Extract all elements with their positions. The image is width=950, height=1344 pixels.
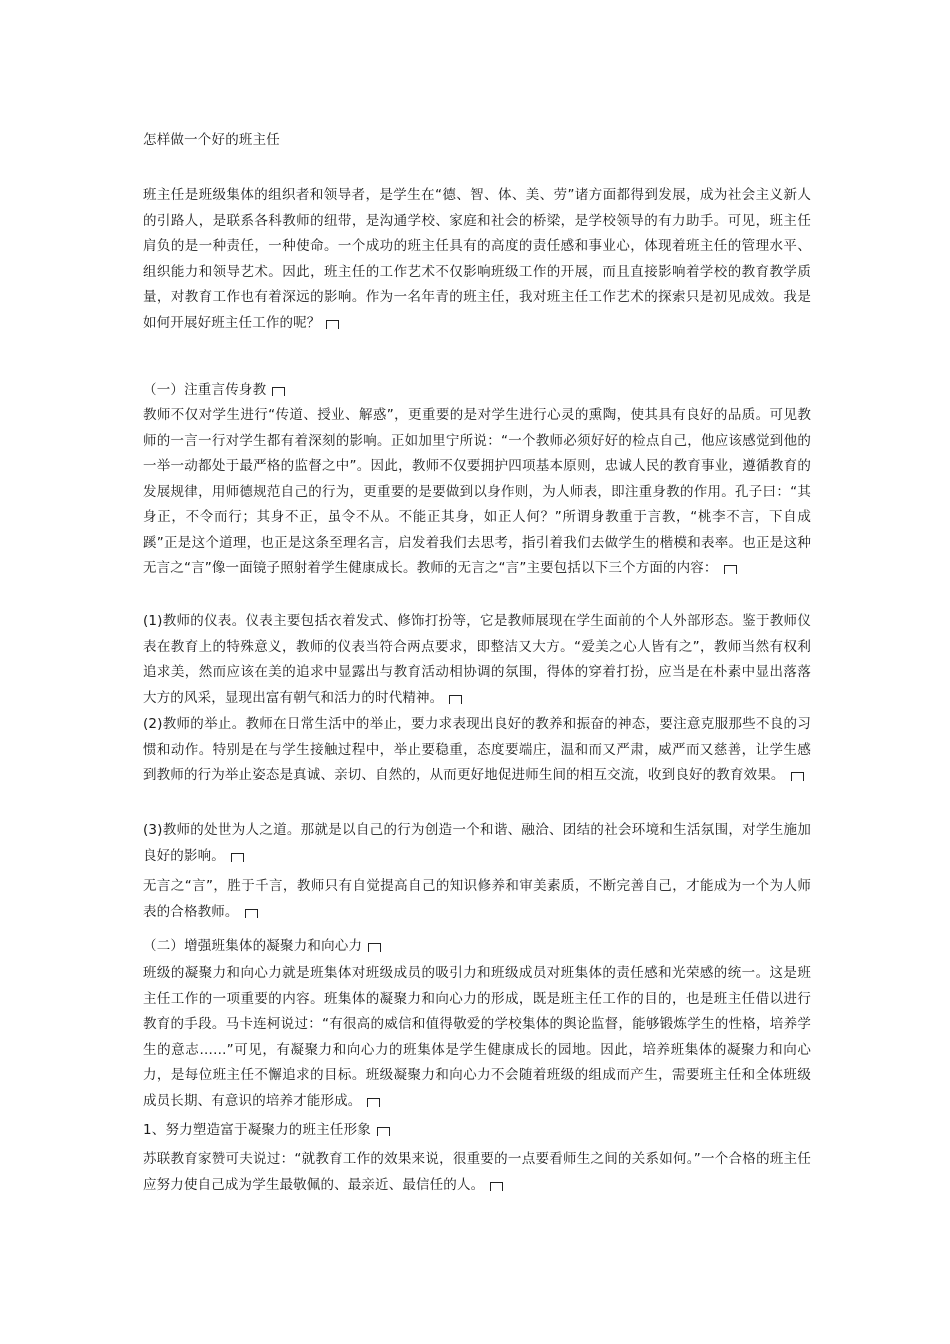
subsection1-paragraph: 苏联教育家赞可夫说过：“就教育工作的效果来说，很重要的一点要看师生之间的关系如何。”一个合格的班主任应努力使自己成为学生最敬佩的、最亲近、最信任的人。: [143, 1151, 811, 1193]
item-3-paragraph: (3)教师的处世为人之道。那就是以自己的行为创造一个和谐、融洽、团结的社会环境和生活氛围，对学生施加良好的影响。: [143, 822, 811, 864]
paragraph-mark-icon: [231, 853, 244, 862]
paragraph-mark-icon: [449, 695, 462, 704]
intro-paragraph: 班主任是班级集体的组织者和领导者，是学生在“德、智、体、美、劳”诸方面都得到发展，成为社会主义新人的引路人，是联系各科教师的纽带，是沟通学校、家庭和社会的桥梁，是学校领导的有力助手。可见，班主任肩负的是一种责任，一种使命。一个成功的班主任具有的高度的责任感和事业心，体现着班主任的管理水平、组织能力和领导艺术。因此，班主任的工作艺术不仅影响班级工作的开展，而且直接影响着学校的教育教学质量，对教育工作也有着深远的影响。作为一名年青的班主任，我对班主任工作艺术的探索只是初见成效。我是如何开展好班主任工作的呢？: [143, 187, 811, 331]
section-heading-1: （一）注重言传身教: [143, 378, 285, 398]
paragraph-mark-icon: [245, 909, 258, 918]
subsection-heading-1: 1、努力塑造富于凝聚力的班主任形象: [143, 1118, 390, 1138]
section-heading-2: （二）增强班集体的凝聚力和向心力: [143, 934, 381, 954]
paragraph-mark-icon: [368, 943, 381, 952]
item-1-paragraph: (1)教师的仪表。仪表主要包括衣着发式、修饰打扮等，它是教师展现在学生面前的个人外部形态。鉴于教师仪表在教育上的特殊意义，教师的仪表当符合两点要求，即整洁又大方。“爱美之心人皆有之”，教师当然有权利追求美，然而应该在美的追求中显露出与教育活动相协调的氛围，得体的穿着打扮，应当是在朴素中显出落落大方的风采，显现出富有朝气和活力的时代精神。: [143, 613, 811, 706]
paragraph-mark-icon: [326, 320, 339, 329]
section2-paragraph: 班级的凝聚力和向心力就是班集体对班级成员的吸引力和班级成员对班集体的责任感和光荣感的统一。这是班主任工作的一项重要的内容。班集体的凝聚力和向心力的形成，既是班主任工作的目的，也是班主任借以进行教育的手段。马卡连柯说过：“有很高的威信和值得敬爱的学校集体的舆论监督，能够锻炼学生的性格，培养学生的意志……”可见，有凝聚力和向心力的班集体是学生健康成长的园地。因此，培养班集体的凝聚力和向心力，是每位班主任不懈追求的目标。班级凝聚力和向心力不会随着班级的组成而产生，需要班主任和全体班级成员长期、有意识的培养才能形成。: [143, 965, 811, 1109]
document-title: 怎样做一个好的班主任: [143, 132, 280, 148]
section1-summary-paragraph: 无言之“言”，胜于千言，教师只有自觉提高自己的知识修养和审美素质，不断完善自己，才能成为一个为人师表的合格教师。: [143, 878, 811, 920]
paragraph-mark-icon: [490, 1182, 503, 1191]
item-2-paragraph: (2)教师的举止。教师在日常生活中的举止，要力求表现出良好的教养和振奋的神态，要注意克服那些不良的习惯和动作。特别是在与学生接触过程中，举止要稳重，态度要端庄，温和而又严肃，威严而又慈善，让学生感到教师的行为举止姿态是真诚、亲切、自然的，从而更好地促进师生间的相互交流，收到良好的教育效果。: [143, 716, 811, 783]
paragraph-mark-icon: [367, 1098, 380, 1107]
paragraph-mark-icon: [377, 1127, 390, 1136]
paragraph-mark-icon: [791, 772, 804, 781]
section1-paragraph: 教师不仅对学生进行“传道、授业、解惑”，更重要的是对学生进行心灵的熏陶，使其具有良好的品质。可见教师的一言一行对学生都有着深刻的影响。正如加里宁所说：“一个教师必须好好的检点自己，他应该感觉到他的一举一动都处于最严格的监督之中”。因此，教师不仅要拥护四项基本原则，忠诚人民的教育事业，遵循教育的发展规律，用师德规范自己的行为，更重要的是要做到以身作则，为人师表，即注重身教的作用。孔子曰：“其身正，不令而行；其身不正，虽令不从。不能正其身，如正人何？”所谓身教重于言教，“桃李不言，下自成蹊”正是这个道理，也正是这条至理名言，启发着我们去思考，指引着我们去做学生的楷模和表率。也正是这种无言之“言”像一面镜子照射着学生健康成长。教师的无言之“言”主要包括以下三个方面的内容：: [143, 407, 811, 576]
paragraph-mark-icon: [272, 387, 285, 396]
paragraph-mark-icon: [724, 565, 737, 574]
